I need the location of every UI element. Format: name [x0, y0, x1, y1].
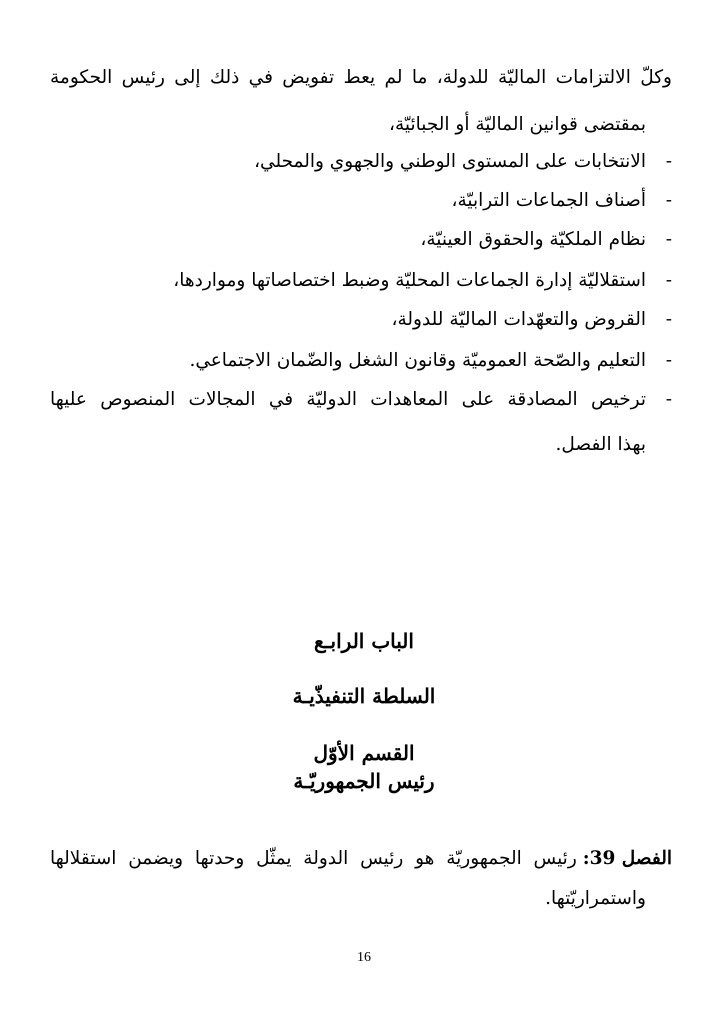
list-item-text: القروض والتعهّدات الماليّة للدولة،	[391, 309, 646, 330]
president-heading: رئيس الجمهوريّـة	[293, 769, 435, 793]
bullet-marker: -	[665, 151, 672, 172]
list-item-continuation: بهذا الفصل.	[555, 434, 646, 455]
intro-line-2: بمقتضى قوانين الماليّة أو الجبائيّة،	[388, 114, 646, 135]
list-item-text: أصناف الجماعات الترابيّة،	[451, 190, 646, 211]
bullet-marker: -	[665, 270, 672, 291]
article-39-line-2: واستمراريّتها.	[545, 888, 646, 909]
list-item-text: ترخيص المصادقة على المعاهدات الدوليّة في المجالات المنصوص عليها	[50, 389, 646, 410]
authority-heading: السلطة التنفيذّيـة	[292, 684, 436, 708]
bullet-marker: -	[665, 229, 672, 250]
list-item-text: استقلاليّة إدارة الجماعات المحليّة وضبط اختصاصاتها ومواردها،	[173, 270, 646, 291]
list-item	[392, 305, 672, 335]
list-item	[173, 266, 672, 296]
list-item-text: التعليم والصّحة العموميّة وقانون الشغل والضّمان الاجتماعي.	[189, 350, 646, 371]
bullet-marker: -	[665, 309, 672, 330]
list-item-text: الانتخابات على المستوى الوطني والجهوي والمحلي،	[254, 151, 646, 172]
list-item	[189, 346, 672, 376]
bullet-marker: -	[665, 190, 672, 211]
article-label: الفصل 39:	[582, 848, 672, 869]
bullet-marker: -	[665, 389, 672, 410]
list-item-text: نظام الملكيّة والحقوق العينيّة،	[420, 229, 646, 250]
intro-line-1: وكلّ الالتزامات الماليّة للدولة، ما لم يعط تفويض في ذلك إلى رئيس الحكومة	[50, 67, 672, 88]
article-text: رئيس الجمهوريّة هو رئيس الدولة يمثّل وحدتها ويضمن استقلالها	[50, 848, 577, 869]
list-item	[254, 147, 672, 177]
list-item	[50, 385, 672, 415]
page-number: 16	[357, 950, 371, 965]
bullet-marker: -	[665, 350, 672, 371]
chapter-heading: الباب الرابـع	[314, 629, 414, 653]
section-heading: القسم الأوّل	[313, 741, 415, 765]
list-item	[452, 186, 672, 216]
list-item	[420, 225, 672, 255]
article-39-line-1	[50, 844, 672, 874]
